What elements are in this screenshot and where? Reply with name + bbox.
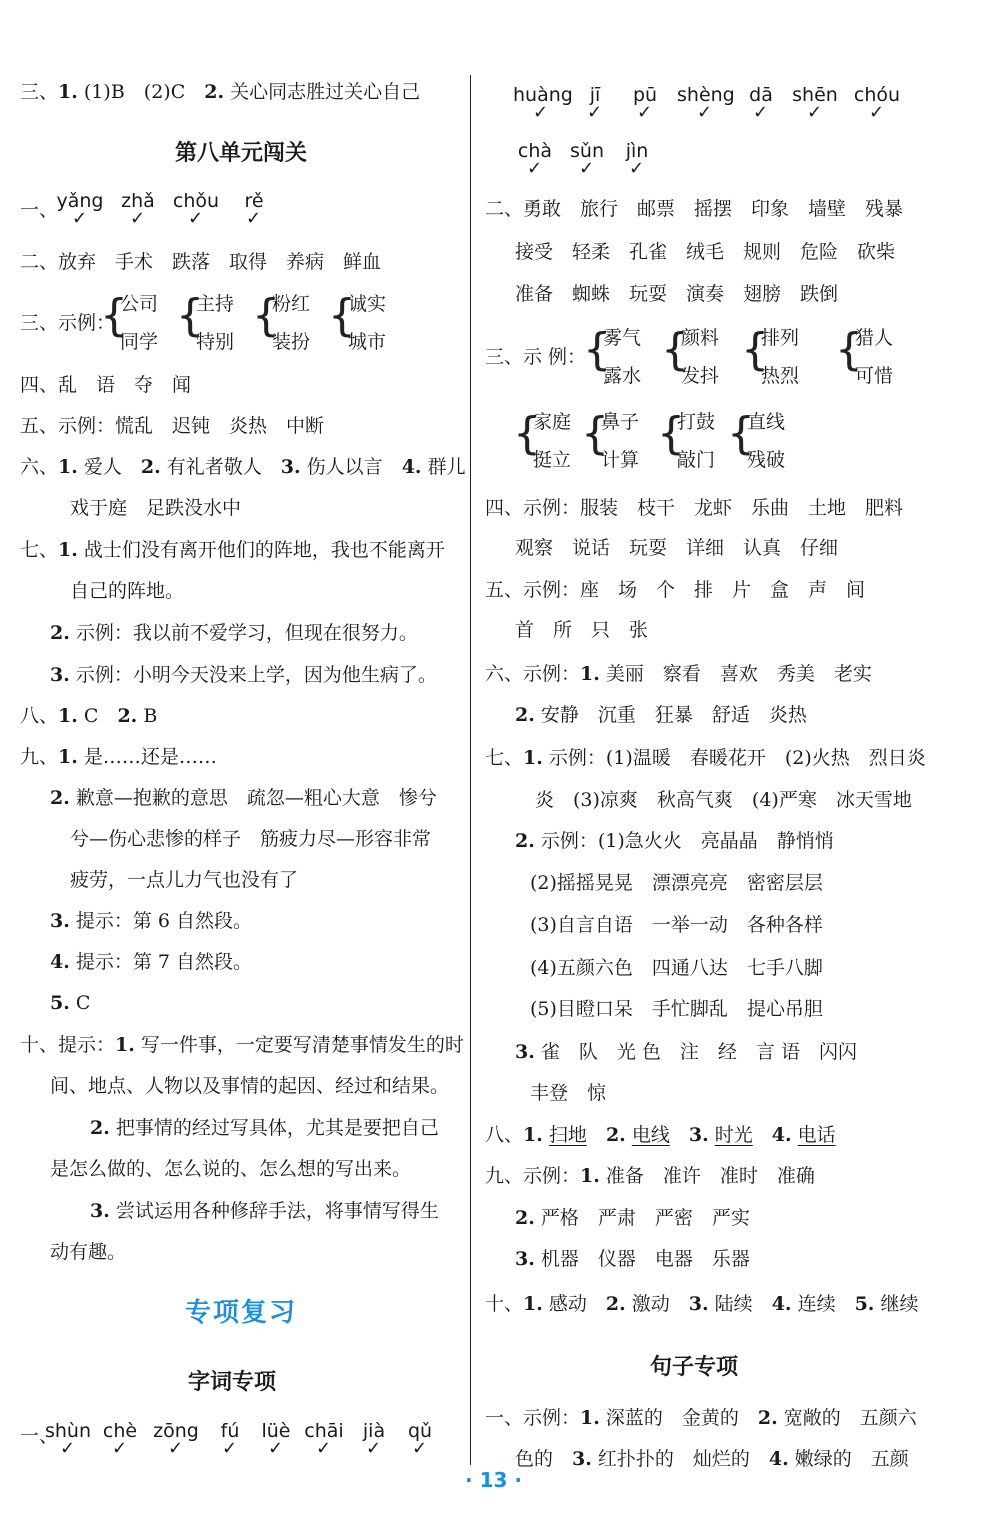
- wd-q6-line1: 六、示例：1. 美丽 察看 喜欢 秀美 老实: [485, 663, 872, 685]
- check-mark-icon: ✓: [587, 102, 603, 123]
- u8-q3-label: 三、示例：: [20, 312, 116, 334]
- example-word: 家庭: [533, 411, 572, 433]
- wd-q8-num-2: 2.: [605, 1124, 626, 1146]
- wd-q7-line6: (4)五颜六色 四通八达 七手八脚: [530, 957, 823, 979]
- brace-icon: {: [727, 408, 755, 459]
- example-word: 可惜: [855, 365, 894, 387]
- pinyin-syllable: shēn: [792, 84, 838, 106]
- review-section-title: 专项复习: [185, 1298, 298, 1328]
- pinyin-syllable: rě: [244, 190, 264, 212]
- example-word: 计算: [601, 449, 640, 471]
- u8-q7-line3: 2. 示例：我以前不爱学习，但现在很努力。: [50, 622, 418, 644]
- u8-q9-line1: 九、1. 是……还是……: [20, 746, 217, 768]
- check-mark-icon: ✓: [168, 1438, 184, 1459]
- pinyin-syllable: jī: [589, 84, 601, 106]
- brace-icon: {: [583, 324, 611, 375]
- wd-q7-line8: 3. 雀 队 光 色 注 经 言 语 闪闪: [515, 1041, 857, 1063]
- pinyin-syllable: lüè: [261, 1420, 291, 1442]
- wd-q2-line1: 二、勇敢 旅行 邮票 摇摆 印象 墙壁 残暴: [485, 198, 904, 220]
- pinyin-syllable: zhǎ: [121, 190, 155, 212]
- example-word: 露水: [603, 365, 642, 387]
- wd-q7-line5: (3)自言自语 一举一动 各种各样: [530, 914, 823, 936]
- check-mark-icon: ✓: [366, 1438, 382, 1459]
- example-word: 公司: [120, 293, 159, 315]
- check-mark-icon: ✓: [222, 1438, 238, 1459]
- pinyin-syllable: chǒu: [172, 190, 220, 212]
- wd-q2-line2: 接受 轻柔 孔雀 绒毛 规则 危险 砍柴: [515, 241, 896, 263]
- wd-q2-line3: 准备 蜘蛛 玩耍 演奏 翅膀 跌倒: [515, 283, 839, 305]
- sentence-section-title: 句子专项: [650, 1354, 739, 1380]
- check-mark-icon: ✓: [533, 102, 549, 123]
- check-mark-icon: ✓: [246, 208, 262, 229]
- pinyin-syllable: chāi: [304, 1420, 344, 1442]
- wd-q8-ans-4: 电话: [797, 1124, 836, 1146]
- pinyin-syllable: huàng: [513, 84, 573, 106]
- example-word: 猎人: [855, 327, 894, 349]
- brace-icon: {: [513, 408, 541, 459]
- pinyin-syllable: shùn: [44, 1420, 92, 1442]
- wd-q8-num-3: 3.: [688, 1124, 709, 1146]
- check-mark-icon: ✓: [316, 1438, 332, 1459]
- wd-q3-label: 三、示 例：: [485, 346, 587, 368]
- example-word: 直线: [747, 411, 786, 433]
- example-word: 打鼓: [677, 411, 716, 433]
- u8-q5: 五、示例：慌乱 迟钝 炎热 中断: [20, 415, 325, 437]
- example-word: 敲门: [677, 449, 716, 471]
- u8-q1-label: 一、: [20, 199, 59, 221]
- example-word: 同学: [120, 331, 159, 353]
- wd-q7-line1: 七、1. 示例：(1)温暖 春暖花开 (2)火热 烈日炎: [485, 747, 926, 769]
- brace-icon: {: [328, 290, 356, 341]
- u8-q8: 八、1. C 2. B: [20, 705, 158, 727]
- wd-q5-line1: 五、示例：座 场 个 排 片 盒 声 间: [485, 579, 866, 601]
- pinyin-syllable: qǔ: [407, 1420, 433, 1442]
- brace-icon: {: [252, 290, 280, 341]
- check-mark-icon: ✓: [753, 102, 769, 123]
- wd-q4-line1: 四、示例：服装 枝干 龙虾 乐曲 土地 肥料: [485, 497, 904, 519]
- u8-q9-line5: 3. 提示：第 6 自然段。: [50, 910, 253, 932]
- pinyin-syllable: chè: [102, 1420, 138, 1442]
- st-q1-line2: 色的 3. 红扑扑的 灿烂的 4. 嫩绿的 五颜: [515, 1448, 909, 1470]
- check-mark-icon: ✓: [869, 102, 885, 123]
- pinyin-syllable: chà: [517, 140, 553, 162]
- brace-icon: {: [176, 290, 204, 341]
- wd-q9-line3: 3. 机器 仪器 电器 乐器: [515, 1248, 750, 1270]
- wd-q6-line2: 2. 安静 沉重 狂暴 舒适 炎热: [515, 704, 807, 726]
- wd-q8-num-1: 1.: [523, 1124, 543, 1146]
- example-word: 鼻子: [601, 411, 640, 433]
- example-word: 城市: [348, 331, 387, 353]
- wd-q10: 十、1. 感动 2. 激动 3. 陆续 4. 连续 5. 继续: [485, 1293, 919, 1315]
- u8-q7-line4: 3. 示例：小明今天没来上学，因为他生病了。: [50, 664, 437, 686]
- example-word: 诚实: [348, 293, 387, 315]
- pinyin-syllable: chóu: [853, 84, 901, 106]
- u8-q10-line2: 间、地点、人物以及事情的起因、经过和结果。: [50, 1075, 450, 1097]
- u8-q10-line3: 2. 把事情的经过写具体，尤其是要把自己: [90, 1117, 439, 1139]
- example-word: 颜料: [681, 327, 720, 349]
- check-mark-icon: ✓: [579, 158, 595, 179]
- u8-q7-line1: 七、1. 战士们没有离开他们的阵地，我也不能离开: [20, 539, 445, 561]
- pinyin-syllable: jià: [362, 1420, 386, 1442]
- pinyin-syllable: dā: [749, 84, 773, 106]
- page-number: · 13 ·: [465, 1468, 522, 1492]
- unit8-title: 第八单元闯关: [175, 140, 308, 166]
- wd-q8-num-4: 4.: [771, 1124, 792, 1146]
- check-mark-icon: ✓: [527, 158, 543, 179]
- example-word: 排列: [761, 327, 800, 349]
- wd-q9-line2: 2. 严格 严肃 严密 严实: [515, 1207, 750, 1229]
- brace-icon: {: [100, 290, 128, 341]
- pinyin-syllable: fú: [220, 1420, 240, 1442]
- check-mark-icon: ✓: [130, 208, 146, 229]
- example-word: 热烈: [761, 365, 800, 387]
- wd-q7-line3: 2. 示例：(1)急火火 亮晶晶 静悄悄: [515, 830, 834, 852]
- wd-q8-label: 八、: [485, 1124, 524, 1146]
- words-section-title: 字词专项: [188, 1369, 277, 1395]
- example-word: 雾气: [603, 327, 642, 349]
- wd-q5-line2: 首 所 只 张: [515, 619, 649, 641]
- wd-q7-line9: 丰登 惊: [530, 1082, 607, 1104]
- wd-q9-line1: 九、示例：1. 准备 准许 准时 准确: [485, 1165, 815, 1187]
- u8-q10-line4: 是怎么做的、怎么说的、怎么想的写出来。: [50, 1158, 412, 1180]
- u8-q10-line1: 十、提示：1. 写一件事，一定要写清楚事情发生的时: [20, 1034, 464, 1056]
- u8-q6-line2: 戏于庭 足跌没水中: [70, 497, 242, 519]
- st-q1-line1: 一、示例：1. 深蓝的 金黄的 2. 宽敞的 五颜六: [485, 1407, 917, 1429]
- brace-icon: {: [661, 324, 689, 375]
- wd-q8-line: [485, 1123, 836, 1147]
- example-word: 发抖: [681, 365, 720, 387]
- check-mark-icon: ✓: [807, 102, 823, 123]
- pinyin-syllable: yǎng: [56, 190, 104, 212]
- u8-q9-line4: 疲劳，一点儿力气也没有了: [70, 869, 299, 891]
- pinyin-syllable: pū: [632, 84, 658, 106]
- wd-q8-ans-1: 扫地: [548, 1124, 587, 1146]
- u8-q2: 二、放弃 手术 跌落 取得 养病 鲜血: [20, 251, 382, 273]
- u8-q9-line3: 兮—伤心悲惨的样子 筋疲力尽—形容非常: [70, 828, 432, 850]
- brace-icon: {: [581, 408, 609, 459]
- u8-q4: 四、乱 语 夺 闻: [20, 374, 192, 396]
- pinyin-syllable: shèng: [677, 84, 735, 106]
- u8-q9-line7: 5. C: [50, 992, 91, 1014]
- example-word: 粉红: [272, 293, 311, 315]
- example-word: 残破: [747, 449, 786, 471]
- u8-q10-line6: 动有趣。: [50, 1241, 127, 1263]
- wd-q7-line4: (2)摇摇晃晃 漂漂亮亮 密密层层: [530, 872, 823, 894]
- wd-q7-line7: (5)目瞪口呆 手忙脚乱 提心吊胆: [530, 998, 823, 1020]
- example-word: 装扮: [272, 331, 311, 353]
- u8-q9-line6: 4. 提示：第 7 自然段。: [50, 951, 253, 973]
- u8-q10-line5: 3. 尝试运用各种修辞手法，将事情写得生: [90, 1200, 439, 1222]
- u8-q6-line1: 六、1. 爱人 2. 有礼者敬人 3. 伤人以言 4. 群儿: [20, 456, 466, 478]
- wd-q7-line2: 炎 (3)凉爽 秋高气爽 (4)严寒 冰天雪地: [535, 789, 912, 811]
- wd-q8-ans-3: 时光: [714, 1124, 753, 1146]
- wd-q8-ans-2: 电线: [631, 1124, 670, 1146]
- check-mark-icon: ✓: [188, 208, 204, 229]
- check-mark-icon: ✓: [268, 1438, 284, 1459]
- wd-q4-line2: 观察 说话 玩耍 详细 认真 仔细: [515, 537, 839, 559]
- check-mark-icon: ✓: [112, 1438, 128, 1459]
- column-divider: [470, 75, 471, 1465]
- example-word: 主持: [196, 293, 235, 315]
- u8-q7-line2: 自己的阵地。: [70, 580, 185, 602]
- check-mark-icon: ✓: [697, 102, 713, 123]
- brace-icon: {: [657, 408, 685, 459]
- brace-icon: {: [741, 324, 769, 375]
- check-mark-icon: ✓: [72, 208, 88, 229]
- pinyin-syllable: zōng: [153, 1420, 199, 1442]
- example-word: 挺立: [533, 449, 572, 471]
- q3-answer: 三、1. (1)B (2)C 2. 关心同志胜过关心自己: [20, 81, 421, 103]
- pinyin-syllable: jìn: [625, 140, 649, 162]
- brace-icon: {: [835, 324, 863, 375]
- check-mark-icon: ✓: [629, 158, 645, 179]
- u8-q9-line2: 2. 歉意—抱歉的意思 疏忽—粗心大意 惨兮: [50, 787, 437, 809]
- wd-q1-label: 一、: [20, 1425, 59, 1447]
- example-word: 特别: [196, 331, 235, 353]
- check-mark-icon: ✓: [412, 1438, 428, 1459]
- check-mark-icon: ✓: [637, 102, 653, 123]
- check-mark-icon: ✓: [60, 1438, 76, 1459]
- pinyin-syllable: sǔn: [570, 140, 604, 162]
